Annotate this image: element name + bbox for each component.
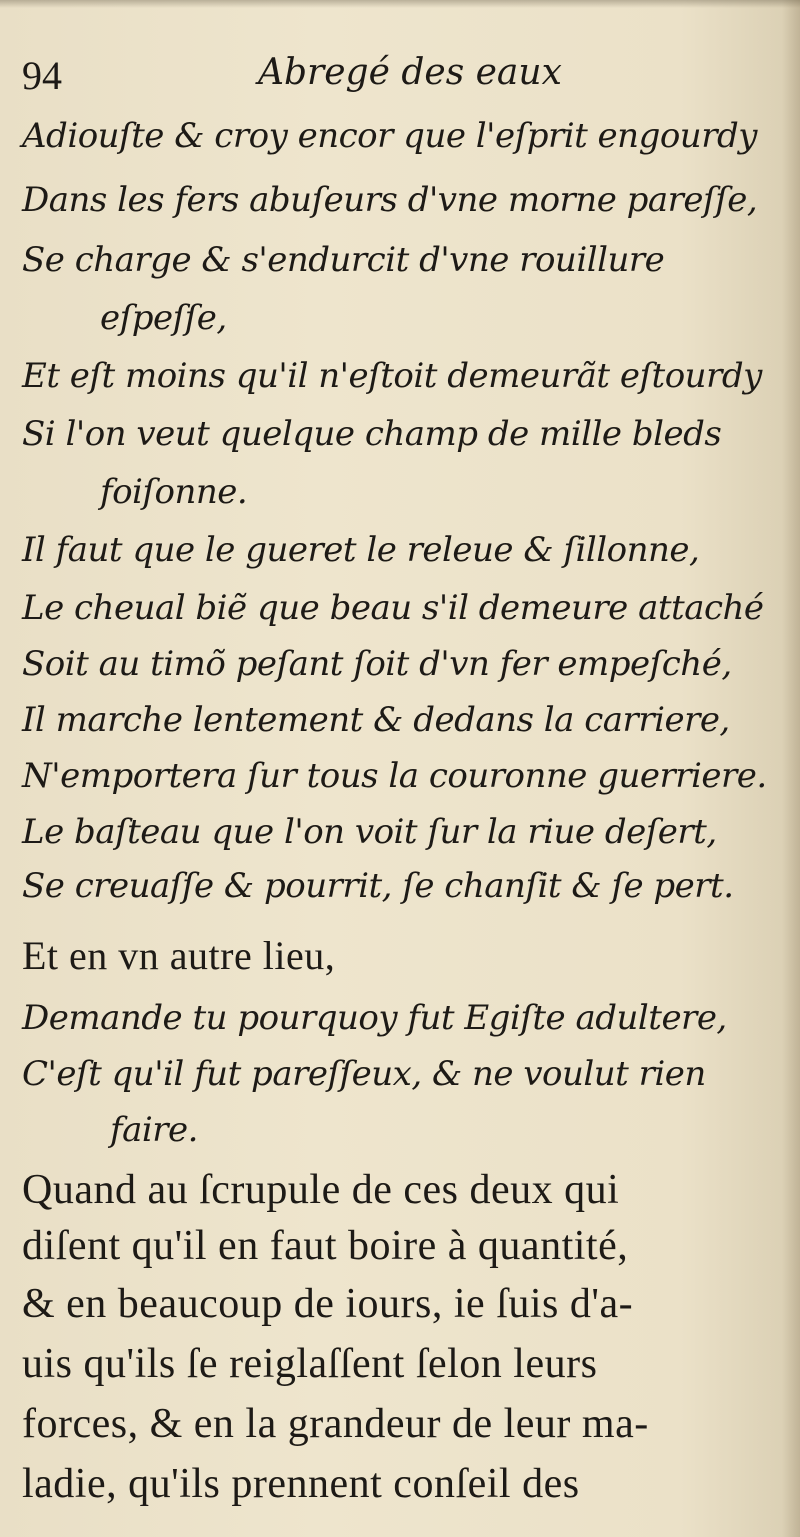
verse-line-continuation: faire. bbox=[110, 1110, 198, 1150]
verse-line: Le cheual biẽ que beau s'il demeure attaché bbox=[22, 588, 764, 628]
page-top-edge bbox=[0, 0, 800, 8]
verse-line: N'emportera ſur tous la couronne guerriere. bbox=[22, 756, 767, 796]
verse-line: Si l'on veut quelque champ de mille bleds bbox=[22, 414, 722, 454]
verse-line-continuation: foiſonne. bbox=[100, 472, 248, 512]
verse-line: Et eſt moins qu'il n'eſtoit demeurãt eſtourdy bbox=[22, 356, 762, 396]
prose-line: diſent qu'il en faut boire à quantité, bbox=[22, 1223, 629, 1269]
prose-line: ladie, qu'ils prennent conſeil des bbox=[22, 1461, 580, 1507]
verse-line: Demande tu pourquoy fut Egiſte adultere, bbox=[22, 998, 727, 1038]
running-title: Abregé des eaux bbox=[258, 52, 562, 93]
verse-line: Dans les fers abuſeurs d'vne morne pareſſe, bbox=[22, 180, 758, 220]
prose-line: Quand au ſcrupule de ces deux qui bbox=[22, 1167, 620, 1213]
verse-line: Se charge & s'endurcit d'vne rouillure bbox=[22, 240, 665, 280]
prose-line: forces, & en la grandeur de leur ma- bbox=[22, 1401, 649, 1447]
verse-line: Il marche lentement & dedans la carriere, bbox=[22, 700, 730, 740]
verse-line: C'eſt qu'il fut pareſſeux, & ne voulut rien bbox=[22, 1054, 706, 1094]
verse-line: Adiouſte & croy encor que l'eſprit engourdy bbox=[22, 116, 757, 156]
verse-line: Le baſteau que l'on voit ſur la riue deſert, bbox=[22, 812, 717, 852]
verse-line-continuation: eſpeſſe, bbox=[100, 298, 227, 338]
verse-line: Il faut que le gueret le releue & ſillonne, bbox=[22, 530, 700, 570]
verse-line: Se creuaſſe & pourrit, ſe chanſit & ſe pert. bbox=[22, 866, 734, 906]
prose-line: uis qu'ils ſe reiglaſſent ſelon leurs bbox=[22, 1341, 598, 1387]
verse-line: Soit au timõ peſant ſoit d'vn fer empeſché, bbox=[22, 644, 732, 684]
prose-intro: Et en vn autre lieu, bbox=[22, 933, 336, 978]
page-number: 94 bbox=[22, 53, 62, 98]
prose-line: & en beaucoup de iours, ie ſuis d'a- bbox=[22, 1281, 634, 1327]
